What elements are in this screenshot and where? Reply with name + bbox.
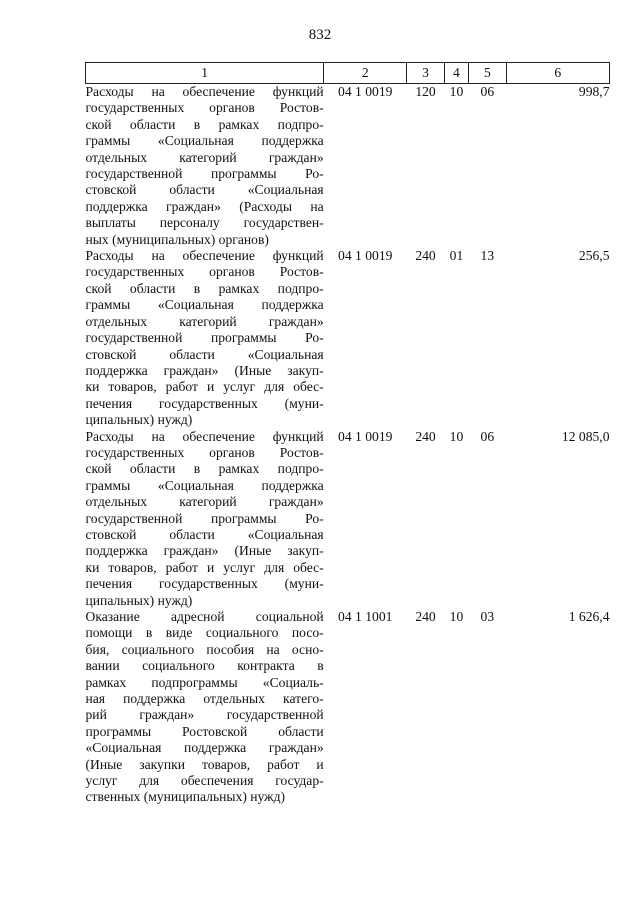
description-line: стовской области «Социальная (85, 526, 324, 542)
amount: 1 626,4 (568, 609, 610, 624)
section: 01 (449, 248, 464, 264)
description-line: программы Ростовской области (85, 723, 324, 739)
header-col-6: 6 (506, 63, 609, 84)
description-line: помощи в виде социального посо- (85, 625, 324, 641)
description-line: печения государственных (муни- (85, 576, 324, 592)
expense-type: 240 (415, 609, 436, 624)
description-line: рамках подпрограммы «Социаль- (85, 674, 324, 690)
subsection: 06 (480, 428, 495, 444)
description-line: ской области в рамках подпро- (85, 461, 324, 477)
description-line: стовской области «Социальная (85, 182, 324, 198)
description-line: государственных органов Ростов- (85, 264, 324, 280)
target-article-code: 04 1 0019 (338, 84, 393, 99)
description-line: ная поддержка отдельных катего- (85, 691, 324, 707)
description-line: ской области в рамках подпро- (85, 280, 324, 296)
target-article-code: 04 1 1001 (338, 609, 393, 624)
description-line: ственных (муниципальных) нужд) (85, 789, 286, 805)
description-line: граммы «Социальная поддержка (85, 297, 324, 313)
expense-type: 240 (415, 428, 436, 444)
header-col-2: 2 (324, 63, 407, 84)
amount: 256,5 (578, 248, 610, 264)
header-col-1: 1 (86, 63, 324, 84)
table-row (86, 84, 610, 249)
description-line: стовской области «Социальная (85, 346, 324, 362)
section: 10 (449, 84, 464, 99)
target-article-code: 04 1 0019 (338, 428, 393, 444)
description-line: ципальных) нужд) (85, 592, 193, 608)
description-line: государственной программы Ро- (85, 510, 324, 526)
description-line: отдельных категорий граждан» (85, 494, 324, 510)
description-line: граммы «Социальная поддержка (85, 133, 324, 149)
row-description (86, 248, 324, 428)
description-line: государственной программы Ро- (85, 330, 324, 346)
description-line: «Социальная поддержка граждан» (85, 740, 324, 756)
description-line: государственных органов Ростов- (85, 100, 324, 116)
description-line: поддержка граждан» (Иные закуп- (85, 543, 324, 559)
description-line: отдельных категорий граждан» (85, 149, 324, 165)
description-line: государственных органов Ростов- (85, 444, 324, 460)
description-line: Расходы на обеспечение функций (85, 84, 324, 99)
description-line: Оказание адресной социальной (85, 609, 324, 624)
table-row (86, 248, 610, 428)
description-line: услуг для обеспечения государ- (85, 773, 324, 789)
target-article-code: 04 1 0019 (338, 248, 393, 264)
description-line: Расходы на обеспечение функций (85, 428, 324, 444)
amount: 12 085,0 (561, 428, 610, 444)
budget-table (85, 62, 610, 806)
expense-type: 240 (415, 248, 436, 264)
header-col-4: 4 (444, 63, 468, 84)
description-line: выплаты персоналу государствен- (85, 215, 324, 231)
description-line: граммы «Социальная поддержка (85, 477, 324, 493)
table-row (86, 609, 610, 806)
subsection: 06 (480, 84, 495, 99)
description-line: ки товаров, работ и услуг для обес- (85, 379, 324, 395)
description-line: поддержка граждан» (Расходы на (85, 198, 324, 214)
description-line: поддержка граждан» (Иные закуп- (85, 362, 324, 378)
header-col-3: 3 (407, 63, 445, 84)
section: 10 (449, 609, 464, 624)
description-line: государственной программы Ро- (85, 166, 324, 182)
description-line: печения государственных (муни- (85, 395, 324, 411)
row-description (86, 429, 324, 609)
description-line: рий граждан» государственной (85, 707, 324, 723)
table-row (86, 429, 610, 609)
header-row (86, 63, 610, 84)
description-line: (Иные закупки товаров, работ и (85, 756, 324, 772)
expense-type: 120 (415, 84, 436, 99)
row-description (86, 84, 324, 249)
subsection: 13 (480, 248, 495, 264)
section: 10 (449, 428, 464, 444)
subsection: 03 (480, 609, 495, 624)
amount: 998,7 (578, 84, 610, 99)
description-line: ки товаров, работ и услуг для обес- (85, 559, 324, 575)
row-description (86, 609, 324, 806)
description-line: ской области в рамках подпро- (85, 116, 324, 132)
page-number: 832 (308, 27, 332, 43)
description-line: Расходы на обеспечение функций (85, 248, 324, 264)
description-line: отдельных категорий граждан» (85, 313, 324, 329)
description-line: бия, социального пособия на осно- (85, 641, 324, 657)
description-line: ных (муниципальных) органов) (85, 231, 269, 247)
header-col-5: 5 (469, 63, 507, 84)
description-line: ципальных) нужд) (85, 412, 193, 428)
description-line: вании социального контракта в (85, 658, 324, 674)
